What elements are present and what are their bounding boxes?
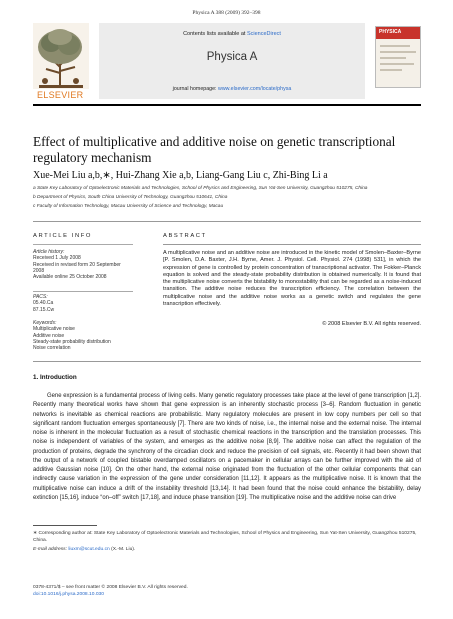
info-divider (33, 244, 133, 245)
keywords-label: Keywords: (33, 320, 57, 326)
keyword: Steady-state probability distribution (33, 338, 111, 345)
section-divider (33, 361, 421, 362)
email-note (33, 547, 421, 554)
history-received: Received 1 July 2008 (33, 255, 81, 262)
email-suffix: (X.-M. Liu). (109, 547, 136, 552)
cover-line (380, 51, 416, 53)
publisher-logo-text: ELSEVIER (37, 90, 84, 100)
issn-line: 0378-4371/$ – see front matter © 2008 Elsevier B.V. All rights reserved. (33, 585, 188, 590)
cover-band (376, 27, 420, 39)
journal-banner (99, 23, 365, 99)
cover-line (380, 69, 402, 71)
abstract-text: A multiplicative noise and an additive noise are introduced in the kinetic model of Smolen–Baxter–Byrne [P. Smolen, D.A. Baxter, J.H. Byrne, Amer. J. Physiol. Cell. Physiol. 274 (1998) 531], in which the expression of gene is controlled by protein concentration of transcriptional activator. The Fokker–Planck equation is solved and the steady-state probability distribution is obtained numerically. It is found that the multiplicative noise converts the bistability to monostability that can be regarded as a noise-induced transition. The additive noise reduces the transcription efficiency. The correlation between the multiplicative noise and the additive noise works as a genetic switch and regulates the gene transcription effectively. (163, 250, 421, 307)
history-revised: Received in revised form 20 September 2008 (33, 261, 121, 274)
keywords-block (33, 320, 133, 351)
journal-header (33, 20, 421, 106)
corresponding-author-note: ∗ Corresponding author at: State Key Laboratory of Optoelectronic Materials and Technologies, School of Physics and Engineering, Sun Yat-Sen University, Guangzhou 510275, China. (33, 531, 417, 543)
doi-link[interactable]: doi:10.1016/j.physa.2008.10.030 (33, 591, 104, 597)
affiliation-b: b Department of Physics, South China University of Technology, Guangzhou 510641, China (33, 195, 228, 200)
abstract-copyright: © 2008 Elsevier B.V. All rights reserved. (322, 321, 421, 327)
article-history (33, 249, 133, 280)
pacs-code: 05.40.Ca (33, 300, 54, 307)
cover-label: PHYSICA (379, 29, 402, 35)
abstract-heading: ABSTRACT (163, 233, 207, 239)
article-title: Effect of multiplicative and additive noise on genetic transcriptional regulatory mechanism (33, 134, 396, 165)
history-label: Article history: (33, 249, 65, 255)
keyword: Noise correlation (33, 345, 71, 352)
pacs-label: PACS: (33, 294, 48, 300)
introduction-heading: 1. Introduction (33, 374, 77, 381)
abstract-divider (163, 244, 421, 245)
footnote-rule (33, 525, 97, 526)
pacs-block (33, 294, 133, 313)
journal-title: Physica A (206, 51, 258, 63)
email-link[interactable]: liuxm@scut.edu.cn (68, 547, 110, 552)
history-online: Available online 25 October 2008 (33, 274, 107, 281)
journal-homepage (99, 86, 365, 92)
contents-prefix: Contents lists available at (183, 31, 247, 37)
homepage-link[interactable]: www.elsevier.com/locate/physa (218, 86, 292, 92)
section-divider (33, 221, 421, 222)
author-list: Xue-Mei Liu a,b,∗, Hui-Zhang Xie a,b, Liang-Gang Liu c, Zhi-Bing Li a (33, 170, 328, 181)
article-info-heading: ARTICLE INFO (33, 233, 93, 239)
running-header: Physica A 388 (2009) 392–398 (192, 10, 261, 16)
affiliation-a: a State Key Laboratory of Optoelectronic Materials and Technologies, School of Physics and Engineering, Sun Yat-Sen University, Guangzhou 510275, China (33, 186, 368, 191)
email-label: E-mail address: (33, 547, 69, 552)
info-divider (33, 291, 133, 292)
homepage-prefix: journal homepage: (172, 86, 219, 92)
introduction-text: Gene expression is a fundamental process of living cells. Many genetic regulatory processes take place at the level of gene transcription [1,2]. Recently many theoretical works have shown that gene expression is an inherently stochastic process [3–6]. Random fluctuation in genetic networks is inevitable as chemical reactions are probabilistic. Many regulatory molecules are present in low copy numbers per cell so that significant random fluctuation emerges spontaneously [7]. There are two kinds of noise, i.e., the internal noise and the external noise. The internal noise is inherent in the molecular fluctuation as a result of stochastic chemical reactions in the transcription and the translation processes. This noise is independent of variables of the system, and emerges as the additive noise [8,9]. The additive noise can affect the regulation of the production of proteins, degrade the synchrony of the circadian clock and reduce the precision of cell signals, etc. Recently it had been shown that the output of a network of coupled bistable overdamped oscillators on a pacemaker in cellular arrays can be further improved with the aid of additive Gaussian noise [10]. On the other hand, the external noise originated from the fluctuation of the other cellular components that can indirectly cause variation in the expression of the gene under consideration [11,12]. It appears as the multiplicative noise. It is known that the multiplicative noise can induce a drift of the instability threshold [13,14]. It had been found that the noise could enhance the bistability, delay extinction [15,16], induce “on–off” switch [17,18], and induce phase transition [19]. The multiplicative noise and the additive noise can drive (33, 393, 421, 501)
pacs-code: 87.15.Cw (33, 306, 55, 313)
cover-line (380, 57, 406, 59)
journal-cover-thumbnail (375, 26, 421, 88)
cover-line (380, 45, 410, 47)
sciencedirect-link[interactable]: ScienceDirect (246, 31, 281, 37)
cover-line (380, 63, 414, 65)
keyword: Additive noise (33, 332, 65, 339)
keyword: Multiplicative noise (33, 326, 75, 333)
affiliation-c: c Faculty of Information Technology, Macau University of Science and Technology, Macau (33, 204, 224, 209)
contents-line (99, 31, 365, 37)
bottom-matter (33, 585, 421, 599)
